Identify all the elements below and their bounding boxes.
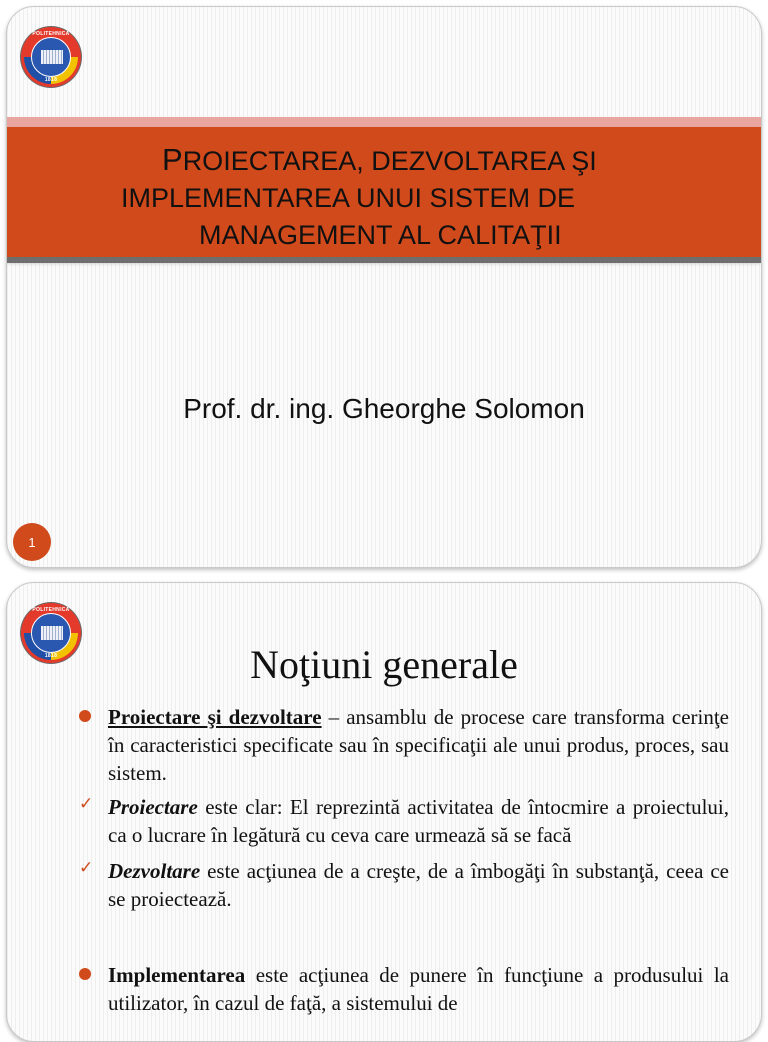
building-icon	[41, 626, 63, 640]
slide-number-badge: 1	[13, 523, 51, 561]
list-item	[79, 703, 729, 787]
slide-heading: Noţiuni generale	[250, 642, 518, 687]
building-icon	[41, 50, 63, 64]
logo-top-text: POLITEHNICA	[32, 31, 70, 37]
title-band-top-stripe	[7, 117, 761, 127]
slide-title	[7, 141, 761, 254]
slide-title-line-3: MANAGEMENT AL CALITAŢII	[199, 220, 562, 250]
item-term: Proiectare	[108, 795, 198, 819]
logo-bottom-text: 1818	[44, 653, 58, 659]
item-term: Implementarea	[108, 963, 246, 987]
slide-title-line-1	[7, 141, 761, 180]
list-item	[79, 961, 729, 1017]
title-band-bottom-stripe	[7, 257, 761, 263]
item-term: Proiectare şi dezvoltare	[108, 705, 322, 729]
slide-1	[6, 6, 762, 568]
slide-2	[6, 582, 762, 1042]
item-text: este acţiunea de a creşte, de a îmbogăţi în substanţă, ceea ce se proiectează.	[108, 859, 729, 911]
item-text: este acţiunea de punere în funcţiune a produsului la utilizator, în cazul de faţă, a sistemului de	[108, 963, 729, 1015]
checkmark-icon: ✓	[79, 858, 94, 877]
list-item	[79, 793, 729, 849]
logo-bottom-text: 1818	[44, 77, 58, 83]
bullet-list	[79, 703, 729, 1017]
slide-title-line-2: IMPLEMENTAREA UNUI SISTEM DE	[121, 183, 576, 213]
author-name: Prof. dr. ing. Gheorghe Solomon	[183, 393, 585, 424]
item-text: este clar: El reprezintă activitatea de întocmire a proiectului, ca o lucrare în legătură cu ceva care urmează să se facă	[108, 795, 729, 847]
title-first-letter: P	[162, 142, 183, 177]
university-logo-icon	[21, 27, 81, 87]
checkmark-icon: ✓	[79, 794, 94, 813]
item-text: – ansamblu de procese care transforma cerinţe în caracteristici specificate sau în specificaţii ale unui produs, proces, sau sistem.	[108, 705, 729, 785]
title-line-1-rest: ROIECTAREA, DEZVOLTAREA ŞI	[182, 146, 597, 176]
logo-center	[31, 37, 71, 77]
list-item	[79, 857, 729, 913]
item-term: Dezvoltare	[108, 859, 201, 883]
logo-top-text: POLITEHNICA	[32, 607, 70, 613]
